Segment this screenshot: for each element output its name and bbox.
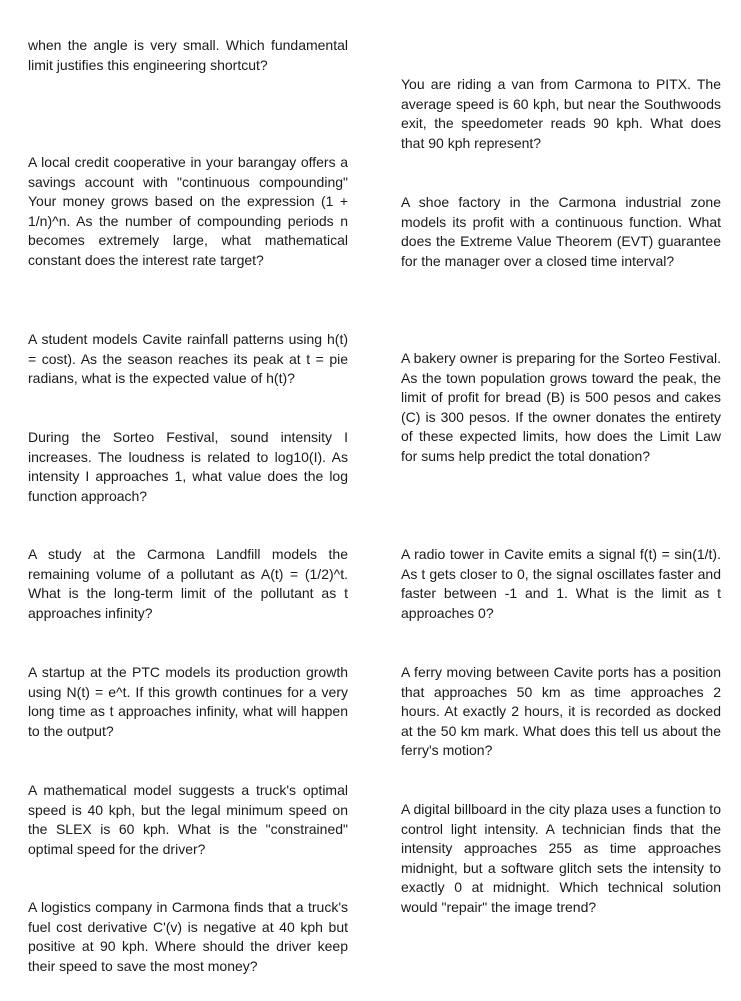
question-paragraph: A shoe factory in the Carmona industrial zone models its profit with a continuous function. What does the Extreme Value Theorem (EVT) guarantee for the manager over a closed time interval?: [401, 194, 721, 269]
question-paragraph: A local credit cooperative in your barangay offers a savings account with "continuous compounding" Your money grows based on the expression (1 + 1/n)^n. As the number of compounding periods n becomes extremely large, what mathematical constant does the interest rate target?: [28, 154, 348, 268]
question-paragraph: A ferry moving between Cavite ports has a position that approaches 50 km as time approaches 2 hours. At exactly 2 hours, it is recorded as docked at the 50 km mark. What does this tell us about the ferry's motion?: [401, 664, 721, 759]
question-paragraph: A study at the Carmona Landfill models the remaining volume of a pollutant as A(t) = (1/2)^t. What is the long-term limit of the pollutant as t approaches infinity?: [28, 546, 348, 621]
question-paragraph: You are riding a van from Carmona to PITX. The average speed is 60 kph, but near the Southwoods exit, the speedometer reads 90 kph. What does that 90 kph represent?: [401, 76, 721, 151]
question-paragraph: when the angle is very small. Which fundamental limit justifies this engineering shortcut?: [28, 37, 348, 73]
question-paragraph: A bakery owner is preparing for the Sorteo Festival. As the town population grows toward the peak, the limit of profit for bread (B) is 500 pesos and cakes (C) is 300 pesos. If the owner donates the entirety of these expected limits, how does the Limit Law for sums help predict the total donation?: [401, 350, 721, 464]
question-paragraph: A digital billboard in the city plaza uses a function to control light intensity. A technician finds that the intensity approaches 255 as time approaches midnight, but a software glitch sets the intensity to exactly 0 at midnight. Which technical solution would "repair" the image trend?: [401, 801, 721, 915]
question-paragraph: A student models Cavite rainfall patterns using h(t) = cost). As the season reaches its peak at t = pie radians, what is the expected value of h(t)?: [28, 331, 348, 387]
question-paragraph: A radio tower in Cavite emits a signal f(t) = sin(1/t). As t gets closer to 0, the signal oscillates faster and faster between -1 and 1. What is the limit as t approaches 0?: [401, 546, 721, 621]
question-paragraph: During the Sorteo Festival, sound intensity I increases. The loudness is related to log10(I). As intensity I approaches 1, what value does the log function approach?: [28, 429, 348, 504]
question-paragraph: A mathematical model suggests a truck's optimal speed is 40 kph, but the legal minimum speed on the SLEX is 60 kph. What is the "constrained" optimal speed for the driver?: [28, 782, 348, 857]
question-paragraph: A startup at the PTC models its production growth using N(t) = e^t. If this growth continues for a very long time as t approaches infinity, what will happen to the output?: [28, 664, 348, 739]
question-paragraph: A logistics company in Carmona finds that a truck's fuel cost derivative C'(v) is negative at 40 kph but positive at 90 kph. Where should the driver keep their speed to save the most money?: [28, 899, 348, 974]
